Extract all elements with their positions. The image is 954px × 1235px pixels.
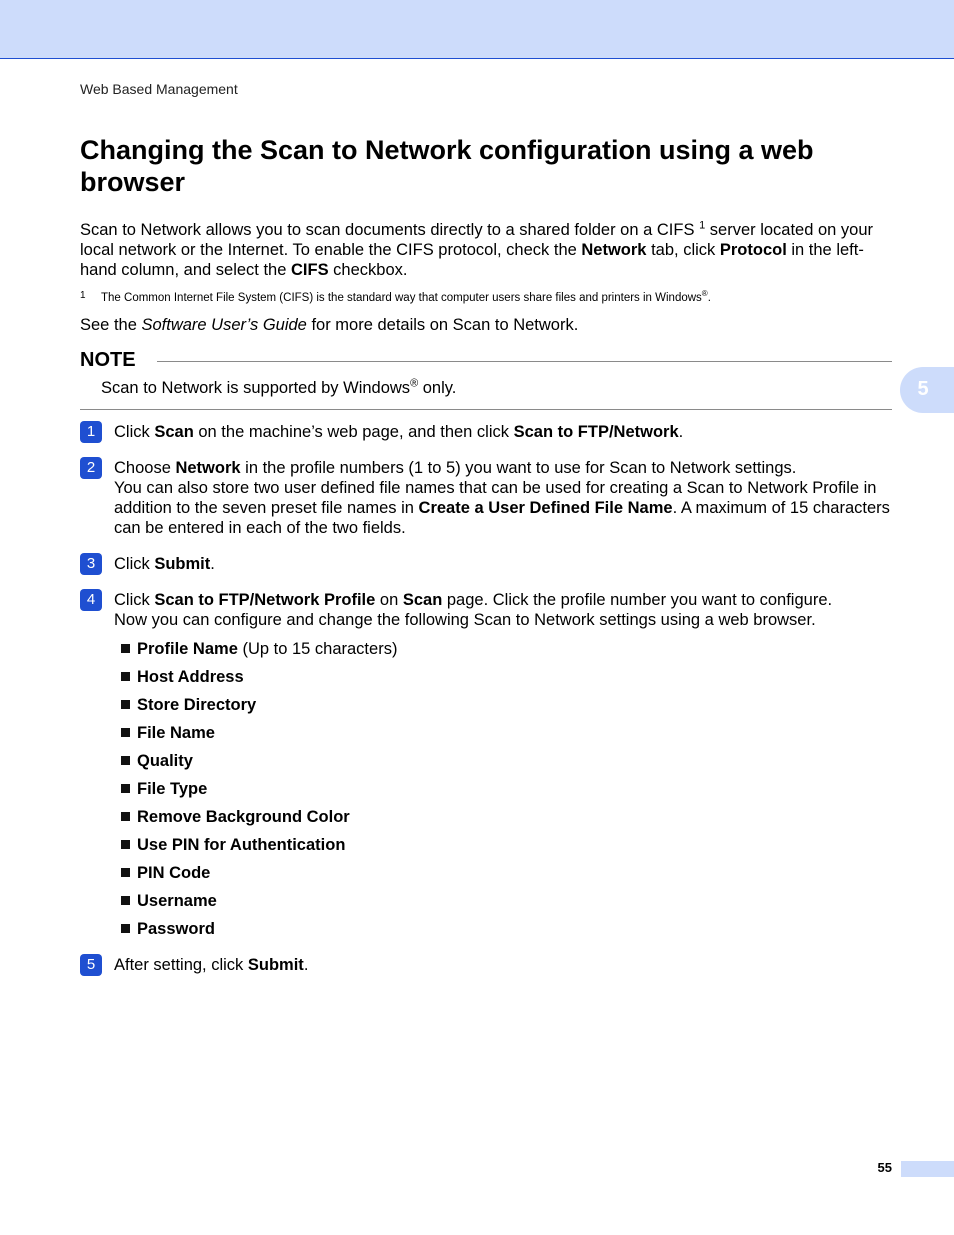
setting-item [121, 835, 345, 855]
step-text-part: on the machine’s web page, and then click [193, 423, 514, 441]
setting-item [121, 667, 244, 687]
step-2-text [114, 458, 894, 538]
step-text-part: in the profile numbers (1 to 5) you want to use for Scan to Network settings. [240, 459, 797, 477]
protocol-term: Protocol [719, 241, 787, 259]
setting-label: Password [137, 920, 215, 938]
header-band [0, 0, 954, 59]
intro-text: checkbox. [328, 261, 408, 279]
setting-label: File Type [137, 780, 208, 798]
note-heading: NOTE [80, 349, 136, 371]
intro-text: server located on your local network or the Internet. To enable the CIFS protocol, check the [80, 221, 874, 259]
step-1-badge: 1 [80, 421, 102, 443]
bullet-square-icon [121, 756, 130, 765]
running-title: Web Based Management [80, 81, 238, 97]
intro-text: in the left-hand column, and select the [80, 241, 864, 279]
setting-label: Host Address [137, 668, 244, 686]
bullet-square-icon [121, 784, 130, 793]
guide-title: Software User’s Guide [141, 316, 307, 334]
setting-item [121, 723, 215, 743]
submit-term: Submit [154, 555, 211, 573]
cifs-term: CIFS [290, 261, 329, 279]
see-also-text: for more details on Scan to Network. [306, 316, 579, 334]
step-4-line-1 [114, 590, 894, 610]
setting-label: PIN Code [137, 864, 211, 882]
bullet-square-icon [121, 644, 130, 653]
create-user-defined-file-name-term: Create a User Defined File Name [418, 499, 673, 517]
setting-label: Store Directory [137, 696, 257, 714]
chapter-tab[interactable] [900, 367, 954, 413]
setting-label: Profile Name [137, 640, 238, 658]
scan-term: Scan [402, 591, 443, 609]
step-4-line-2: Now you can configure and change the following Scan to Network settings using a web browser. [114, 611, 816, 629]
step-text-part: Click [114, 423, 155, 441]
bullet-square-icon [121, 672, 130, 681]
note-body: only. [418, 379, 457, 397]
footnote-end: . [707, 292, 711, 304]
setting-item [121, 695, 256, 715]
registered-mark: ® [410, 377, 419, 390]
step-text-part: . [210, 555, 215, 573]
intro-text: tab, click [646, 241, 720, 259]
network-term: Network [175, 459, 241, 477]
setting-label: File Name [137, 724, 215, 742]
step-text-part: You can also store two user defined file names that can be used for creating a Scan to Network Profile in addition to the seven preset file names in [114, 479, 877, 517]
note-text [101, 378, 456, 398]
step-5-text [114, 955, 894, 975]
step-2-line-2 [114, 478, 894, 538]
setting-item [121, 779, 207, 799]
setting-label: Quality [137, 752, 193, 770]
see-also-text: See the [80, 316, 142, 334]
bullet-square-icon [121, 868, 130, 877]
intro-paragraph [80, 220, 895, 280]
step-text-part: After setting, click [114, 956, 248, 974]
intro-text: Scan to Network allows you to scan documents directly to a shared folder on a CIFS [80, 221, 700, 239]
step-text-part: Choose [114, 459, 176, 477]
bullet-square-icon [121, 896, 130, 905]
step-text-part: Click [114, 591, 155, 609]
footnote-body: The Common Internet File System (CIFS) is the standard way that computer users share files and printers in Windows [101, 292, 702, 304]
setting-note: (Up to 15 characters) [237, 640, 398, 658]
setting-label: Use PIN for Authentication [137, 836, 346, 854]
note-rule [157, 361, 892, 362]
step-4-text [114, 590, 894, 630]
chapter-number: 5 [917, 378, 929, 400]
note-bottom-rule [80, 409, 892, 410]
step-text-part: . A maximum of 15 characters can be entered in each of the two fields. [114, 499, 890, 537]
bullet-square-icon [121, 728, 130, 737]
step-text-part: on [375, 591, 403, 609]
step-2-line-1 [114, 458, 894, 478]
setting-item [121, 891, 217, 911]
submit-term: Submit [247, 956, 304, 974]
setting-label: Username [137, 892, 217, 910]
bullet-square-icon [121, 812, 130, 821]
setting-item [121, 639, 397, 659]
setting-item [121, 751, 193, 771]
see-also-paragraph [80, 315, 895, 335]
setting-item [121, 807, 350, 827]
step-5-badge: 5 [80, 954, 102, 976]
step-3-text [114, 554, 894, 574]
step-4-badge: 4 [80, 589, 102, 611]
setting-label: Remove Background Color [137, 808, 350, 826]
registered-mark: ® [701, 289, 708, 299]
step-text-part: . [678, 423, 684, 441]
scan-to-ftp-network-profile-term: Scan to FTP/Network Profile [154, 591, 376, 609]
step-2-badge: 2 [80, 457, 102, 479]
note-body: Scan to Network is supported by Windows [101, 379, 411, 397]
footnote-number: 1 [80, 290, 86, 301]
step-text-part: page. Click the profile number you want to configure. [442, 591, 833, 609]
footnote-ref[interactable]: 1 [699, 219, 706, 232]
page-tab [901, 1161, 954, 1177]
setting-item [121, 919, 215, 939]
scan-to-ftp-network-term: Scan to FTP/Network [513, 423, 679, 441]
page-number: 55 [877, 1160, 892, 1175]
setting-item [121, 863, 210, 883]
network-tab-term: Network [581, 241, 647, 259]
bullet-square-icon [121, 700, 130, 709]
bullet-square-icon [121, 840, 130, 849]
step-text-part: Click [114, 555, 155, 573]
step-1-text [114, 422, 894, 442]
scan-term: Scan [154, 423, 194, 441]
step-3-badge: 3 [80, 553, 102, 575]
step-text-part: . [303, 956, 309, 974]
footnote-text [101, 290, 711, 306]
section-title: Changing the Scan to Network configuration using a web browser [80, 135, 814, 197]
bullet-square-icon [121, 924, 130, 933]
